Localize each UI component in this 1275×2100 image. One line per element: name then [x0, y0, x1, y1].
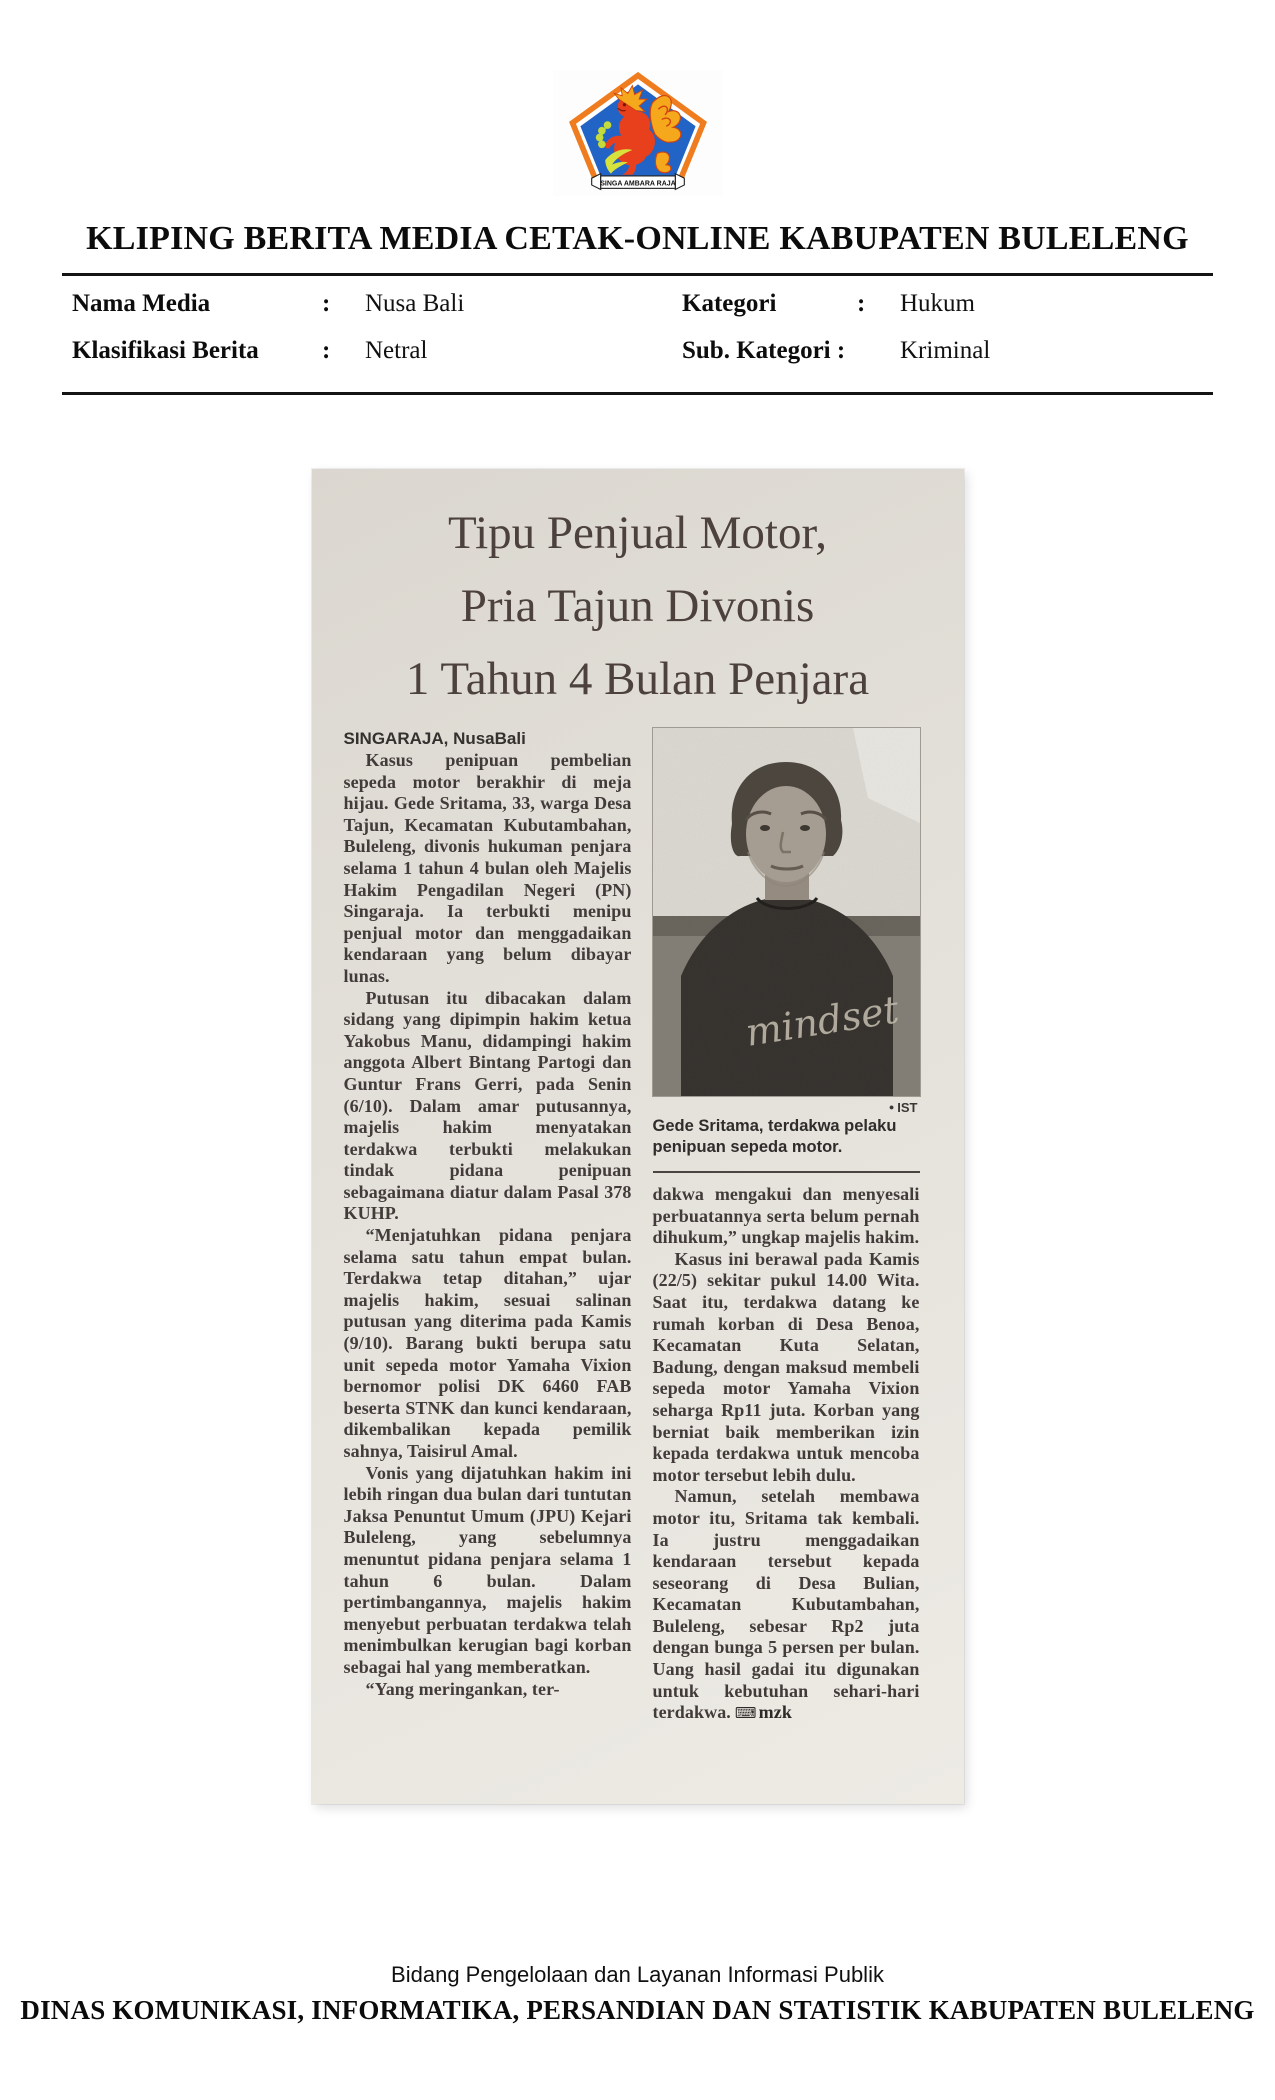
article-paragraph: Kasus ini berawal pada Kamis (22/5) sekitar pukul 14.00 Wita. Saat itu, terdakwa datang ke rumah korban di Desa Benoa, Kecamatan Kuta Selatan, Badung, dengan maksud membeli sepeda motor Yamaha Vixion seharga Rp11 juta. Korban yang berniat baik memberikan izin kepada terdakwa untuk mencoba motor tersebut lebih dulu.: [652, 1248, 920, 1485]
kategori-label: Kategori: [682, 290, 777, 317]
meta-row-kategori: [682, 290, 1213, 337]
caption-divider: [653, 1171, 920, 1173]
footer-department: DINAS KOMUNIKASI, INFORMATIKA, PERSANDIAN DAN STATISTIK KABUPATEN BULELENG: [20, 1995, 1255, 2025]
headline-line-3: 1 Tahun 4 Bulan Penjara: [405, 653, 870, 705]
colon-separator: :: [322, 290, 331, 317]
portrait-photo-graphic: [653, 728, 920, 1096]
nama-media-value: Nusa Bali: [365, 290, 465, 317]
nama-media-label: Nama Media: [72, 290, 211, 317]
article-last-text: Namun, setelah membawa motor itu, Sritama tak kembali. Ia justru menggadaikan kendaraan tersebut kepada seseorang di Desa Bulian, Kecamatan Kubutambahan, Buleleng, sebesar Rp2 juta dengan bunga 5 persen per bulan. Uang hasil gadai itu digunakan untuk kebutuhan sehari-hari terdakwa.: [652, 1486, 920, 1723]
article-headline: [312, 469, 964, 716]
photo-credit-text: IST: [897, 1100, 918, 1115]
article-paragraph: “Menjatuhkan pidana penjara selama satu tahun empat bulan. Terdakwa tetap ditahan,” ujar majelis hakim, sesuai salinan putusan yang diterima pada Kamis (9/10). Barang bukti berupa satu unit sepeda motor Yamaha Vixion bernomor polisi DK 6460 FAB beserta STNK dan kunci kendaraan, dikembalikan kepada pemilik sahnya, Taisirul Amal.: [343, 1225, 632, 1461]
credit-dot-icon: ●: [888, 1102, 895, 1112]
photo-caption: Gede Sritama, terdakwa pelaku penipuan sepeda motor.: [652, 1117, 897, 1156]
footer-division: Bidang Pengelolaan dan Layanan Informasi Publik: [391, 1962, 884, 1987]
klasifikasi-value: Netral: [365, 337, 428, 364]
article-right-column: [653, 728, 920, 1725]
author-initials: mzk: [758, 1702, 792, 1723]
buleleng-regency-logo: [553, 70, 723, 196]
sub-kategori-label: Sub. Kategori :: [682, 337, 846, 364]
article-left-column: [344, 728, 632, 1725]
klasifikasi-label: Klasifikasi Berita: [72, 337, 259, 364]
article-paragraph: Putusan itu dibacakan dalam sidang yang dipimpin hakim ketua Yakobus Manu, didampingi hakim anggota Albert Bintang Partogi dan Guntur Frans Gerri, pada Senin (6/10). Dalam amar putusannya, majelis hakim menyatakan terdakwa terbukti melakukan tindak pidana penipuan sebagaimana diatur dalam Pasal 378 KUHP.: [343, 987, 632, 1224]
article-paragraph: Kasus penipuan pembelian sepeda motor berakhir di meja hijau. Gede Sritama, 33, warga Desa Tajun, Kecamatan Kubutambahan, Buleleng, divonis hukuman penjara selama 1 tahun 4 bulan oleh Majelis Hakim Pengadilan Negeri (PN) Singaraja. Ia terbukti menipu penjual motor dan menggadaikan kendaraan yang belum dibayar lunas.: [343, 750, 632, 986]
page-footer: [0, 1962, 1275, 2026]
kategori-value: Hukum: [900, 290, 975, 317]
article-paragraph-continuation: dakwa mengakui dan menyesali perbuatannya serta belum pernah dihukum,” ungkap majelis hakim.: [652, 1184, 920, 1248]
portrait-photo: [653, 728, 920, 1096]
logo-wrap: [0, 0, 1275, 196]
article-columns: [312, 716, 964, 1725]
meta-row-nama-media: [72, 290, 682, 337]
page-title: KLIPING BERITA MEDIA CETAK-ONLINE KABUPATEN BULELENG: [86, 220, 1189, 257]
meta-row-klasifikasi: [72, 337, 682, 384]
article-paragraph-break: “Yang meringankan, ter-: [365, 1678, 560, 1699]
singa-ambara-raja-emblem-icon: [563, 72, 713, 194]
typewriter-icon: ⌨: [734, 1704, 757, 1723]
headline-line-1: Tipu Penjual Motor,: [448, 507, 827, 559]
sub-kategori-value: Kriminal: [900, 337, 991, 364]
meta-row-sub-kategori: [682, 337, 1213, 384]
logo-banner-text: SINGA AMBARA RAJA: [599, 180, 676, 188]
article-paragraph-last: [653, 1486, 920, 1725]
meta-table: [72, 290, 1213, 384]
meta-right-column: [682, 290, 1213, 384]
headline-line-2: Pria Tajun Divonis: [460, 580, 815, 632]
top-rule: [62, 273, 1213, 276]
article-paragraph: Vonis yang dijatuhkan hakim ini lebih ringan dua bulan dari tuntutan Jaksa Penuntut Umum (JPU) Kejari Buleleng, yang sebelumnya menuntut pidana penjara selama 1 tahun 6 bulan. Dalam pertimbangannya, majelis hakim menyebut perbuatan terdakwa telah menimbulkan kerugian bagi korban sebagai hal yang memberatkan.: [343, 1462, 632, 1677]
photo-credit: [653, 1100, 918, 1115]
shirt-script-text: mindset: [742, 987, 902, 1055]
meta-left-column: [72, 290, 682, 384]
colon-separator: :: [322, 337, 331, 364]
dateline: SINGARAJA, NusaBali: [343, 729, 526, 748]
news-clipping: [312, 469, 964, 1804]
bottom-rule: [62, 392, 1213, 395]
colon-separator: :: [857, 290, 866, 317]
